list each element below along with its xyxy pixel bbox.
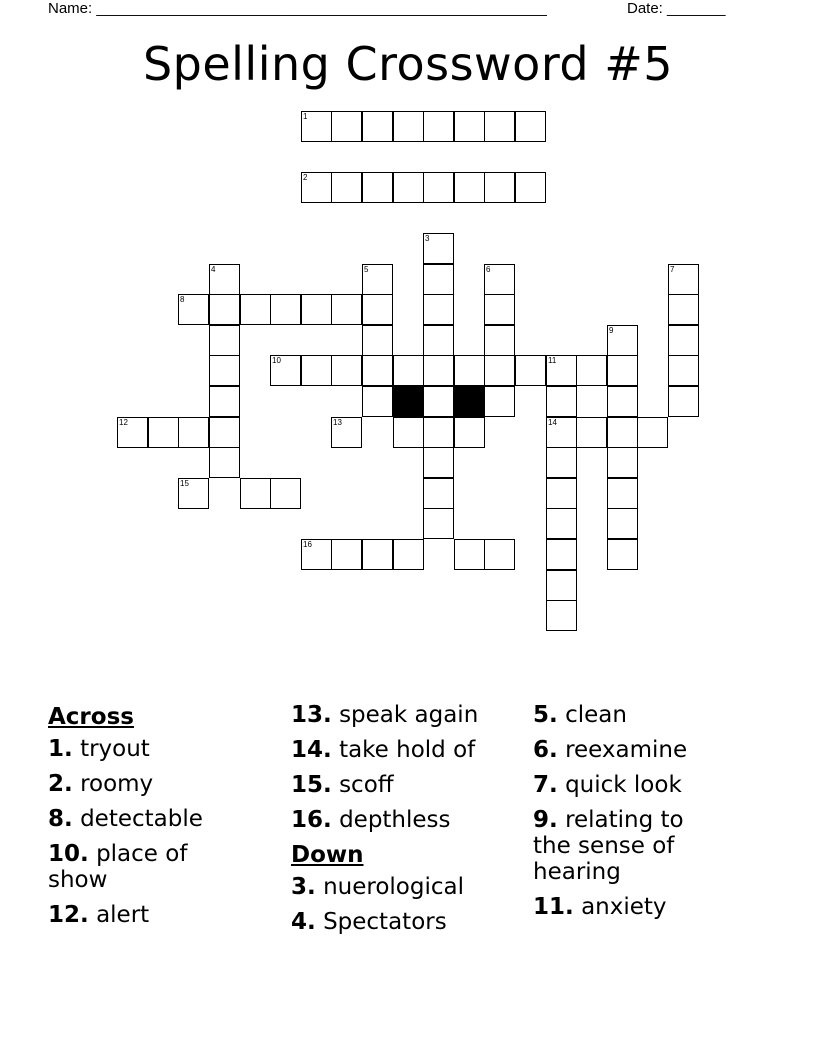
crossword-cell[interactable] — [607, 417, 638, 448]
crossword-cell[interactable] — [393, 417, 424, 448]
clue-across-8 — [48, 806, 280, 832]
crossword-cell[interactable] — [362, 386, 393, 417]
clue-number-label: 5 — [364, 265, 369, 274]
crossword-cell[interactable] — [362, 294, 393, 325]
crossword-cell[interactable] — [270, 294, 301, 325]
clue-across-12 — [48, 902, 280, 928]
crossword-cell[interactable] — [178, 294, 209, 325]
across-heading: Across — [48, 704, 134, 730]
clue-across-10 — [48, 841, 208, 893]
crossword-cell[interactable] — [331, 111, 362, 142]
crossword-cell[interactable] — [209, 325, 240, 356]
clue-across-16 — [291, 807, 523, 833]
crossword-cell[interactable] — [270, 478, 301, 509]
crossword-cell[interactable] — [301, 539, 332, 570]
crossword-cell[interactable] — [362, 172, 393, 203]
clue-number: 15. — [291, 772, 332, 798]
crossword-cell[interactable] — [423, 111, 454, 142]
crossword-cell[interactable] — [484, 294, 515, 325]
crossword-cell[interactable] — [454, 172, 485, 203]
crossword-cell[interactable] — [576, 417, 607, 448]
crossword-cell[interactable] — [484, 264, 515, 295]
clue-number-label: 10 — [272, 356, 281, 365]
clue-text: speak again — [339, 702, 479, 728]
clue-number-label: 7 — [670, 265, 675, 274]
clue-number-label: 16 — [303, 540, 312, 549]
name-line: Name: ______________________________________________________ — [48, 0, 547, 17]
crossword-cell[interactable] — [484, 325, 515, 356]
clue-number-label: 15 — [180, 479, 189, 488]
crossword-cell[interactable] — [362, 325, 393, 356]
clue-down-4 — [291, 909, 523, 935]
crossword-cell[interactable] — [607, 386, 638, 417]
crossword-cell[interactable] — [423, 417, 454, 448]
crossword-cell[interactable] — [607, 508, 638, 539]
crossword-cell[interactable] — [209, 417, 240, 448]
crossword-cell[interactable] — [454, 417, 485, 448]
crossword-cell[interactable] — [331, 417, 362, 448]
clue-text: depthless — [339, 807, 451, 833]
crossword-cell[interactable] — [546, 508, 577, 539]
crossword-cell[interactable] — [331, 539, 362, 570]
clue-number-label: 14 — [548, 418, 557, 427]
crossword-cell[interactable] — [668, 325, 699, 356]
clue-across-14 — [291, 737, 523, 763]
clue-number-label: 2 — [303, 173, 308, 182]
clue-text: relating to the sense of hearing — [533, 807, 684, 885]
crossword-cell[interactable] — [331, 355, 362, 386]
clue-number: 11. — [533, 894, 574, 920]
crossword-cell[interactable] — [546, 570, 577, 601]
crossword-cell[interactable] — [423, 355, 454, 386]
crossword-cell[interactable] — [546, 447, 577, 478]
clue-text: place of show — [48, 841, 188, 893]
crossword-cell[interactable] — [393, 355, 424, 386]
clue-number-label: 12 — [119, 418, 128, 427]
crossword-cell[interactable] — [301, 355, 332, 386]
clue-number: 6. — [533, 737, 558, 763]
crossword-cell[interactable] — [423, 478, 454, 509]
crossword-block — [393, 386, 424, 417]
crossword-cell[interactable] — [423, 172, 454, 203]
clue-column-2 — [291, 700, 523, 944]
crossword-cell[interactable] — [423, 447, 454, 478]
crossword-cell[interactable] — [668, 264, 699, 295]
crossword-cell[interactable] — [607, 447, 638, 478]
crossword-cell[interactable] — [484, 355, 515, 386]
crossword-cell[interactable] — [423, 233, 454, 264]
crossword-cell[interactable] — [423, 386, 454, 417]
crossword-cell[interactable] — [454, 539, 485, 570]
clue-down-7 — [533, 772, 773, 798]
clue-down-6 — [533, 737, 773, 763]
clue-number: 12. — [48, 902, 89, 928]
clue-text: alert — [96, 902, 150, 928]
clue-down-5 — [533, 702, 773, 728]
crossword-cell[interactable] — [423, 325, 454, 356]
crossword-cell[interactable] — [607, 478, 638, 509]
crossword-cell[interactable] — [393, 172, 424, 203]
crossword-cell[interactable] — [484, 111, 515, 142]
crossword-cell[interactable] — [484, 172, 515, 203]
crossword-cell[interactable] — [178, 478, 209, 509]
crossword-cell[interactable] — [515, 355, 546, 386]
crossword-block — [454, 386, 485, 417]
crossword-cell[interactable] — [178, 417, 209, 448]
clue-text: tryout — [80, 736, 150, 762]
crossword-cell[interactable] — [515, 172, 546, 203]
crossword-cell[interactable] — [209, 447, 240, 478]
clue-across-1 — [48, 736, 280, 762]
clue-text: quick look — [565, 772, 682, 798]
crossword-cell[interactable] — [331, 172, 362, 203]
clue-text: reexamine — [565, 737, 688, 763]
clue-number-label: 11 — [548, 356, 557, 365]
clue-number-label: 6 — [486, 265, 491, 274]
crossword-cell[interactable] — [209, 386, 240, 417]
crossword-cell[interactable] — [270, 355, 301, 386]
crossword-cell[interactable] — [148, 417, 179, 448]
clue-number: 8. — [48, 806, 73, 832]
clue-text: scoff — [339, 772, 394, 798]
crossword-cell[interactable] — [117, 417, 148, 448]
crossword-cell[interactable] — [423, 508, 454, 539]
clue-number: 16. — [291, 807, 332, 833]
clue-number: 1. — [48, 736, 73, 762]
clue-text: anxiety — [581, 894, 667, 920]
crossword-cell[interactable] — [637, 417, 668, 448]
crossword-cell[interactable] — [668, 355, 699, 386]
crossword-cell[interactable] — [423, 294, 454, 325]
crossword-cell[interactable] — [301, 172, 332, 203]
clue-across-15 — [291, 772, 523, 798]
clue-number: 13. — [291, 702, 332, 728]
crossword-cell[interactable] — [240, 294, 271, 325]
crossword-cell[interactable] — [301, 111, 332, 142]
down-heading: Down — [291, 842, 364, 868]
clue-text: take hold of — [339, 737, 476, 763]
clue-text: detectable — [80, 806, 203, 832]
crossword-cell[interactable] — [515, 111, 546, 142]
crossword-cell[interactable] — [301, 294, 332, 325]
crossword-cell[interactable] — [484, 539, 515, 570]
clue-text: nuerological — [323, 874, 464, 900]
crossword-cell[interactable] — [362, 355, 393, 386]
clue-number: 2. — [48, 771, 73, 797]
clue-across-13 — [291, 702, 523, 728]
clue-column-1 — [48, 700, 280, 937]
clue-number-label: 13 — [333, 418, 342, 427]
clue-number: 4. — [291, 909, 316, 935]
clue-number-label: 8 — [180, 295, 185, 304]
clue-number: 7. — [533, 772, 558, 798]
crossword-cell[interactable] — [209, 294, 240, 325]
crossword-cell[interactable] — [546, 355, 577, 386]
page-title: Spelling Crossword #5 — [142, 37, 674, 91]
clue-number: 10. — [48, 841, 89, 867]
clue-text: roomy — [80, 771, 154, 797]
crossword-cell[interactable] — [546, 600, 577, 631]
crossword-cell[interactable] — [240, 478, 271, 509]
clue-number: 9. — [533, 807, 558, 833]
date-line: Date: _______ — [627, 0, 726, 17]
crossword-cell[interactable] — [546, 478, 577, 509]
clue-down-3 — [291, 874, 523, 900]
crossword-cell[interactable] — [209, 355, 240, 386]
crossword-cell[interactable] — [209, 264, 240, 295]
clue-number: 3. — [291, 874, 316, 900]
crossword-cell[interactable] — [607, 539, 638, 570]
clue-text: Spectators — [323, 909, 447, 935]
crossword-cell[interactable] — [454, 355, 485, 386]
crossword-cell[interactable] — [668, 386, 699, 417]
crossword-cell[interactable] — [393, 111, 424, 142]
clue-number-label: 1 — [303, 112, 308, 121]
crossword-cell[interactable] — [331, 294, 362, 325]
clue-number: 5. — [533, 702, 558, 728]
crossword-cell[interactable] — [546, 386, 577, 417]
clue-number-label: 4 — [211, 265, 216, 274]
crossword-cell[interactable] — [607, 325, 638, 356]
crossword-cell[interactable] — [362, 111, 393, 142]
crossword-cell[interactable] — [362, 539, 393, 570]
crossword-cell[interactable] — [546, 539, 577, 570]
crossword-cell[interactable] — [546, 417, 577, 448]
clue-column-3 — [533, 700, 773, 929]
crossword-cell[interactable] — [576, 355, 607, 386]
crossword-cell[interactable] — [484, 386, 515, 417]
clue-number-label: 3 — [425, 234, 430, 243]
crossword-cell[interactable] — [362, 264, 393, 295]
clue-across-2 — [48, 771, 280, 797]
clue-down-9 — [533, 807, 708, 885]
clue-number: 14. — [291, 737, 332, 763]
clue-down-11 — [533, 894, 773, 920]
crossword-cell[interactable] — [607, 355, 638, 386]
clue-number-label: 9 — [609, 326, 614, 335]
crossword-cell[interactable] — [454, 111, 485, 142]
crossword-cell[interactable] — [393, 539, 424, 570]
crossword-cell[interactable] — [668, 294, 699, 325]
clue-text: clean — [565, 702, 627, 728]
crossword-cell[interactable] — [423, 264, 454, 295]
